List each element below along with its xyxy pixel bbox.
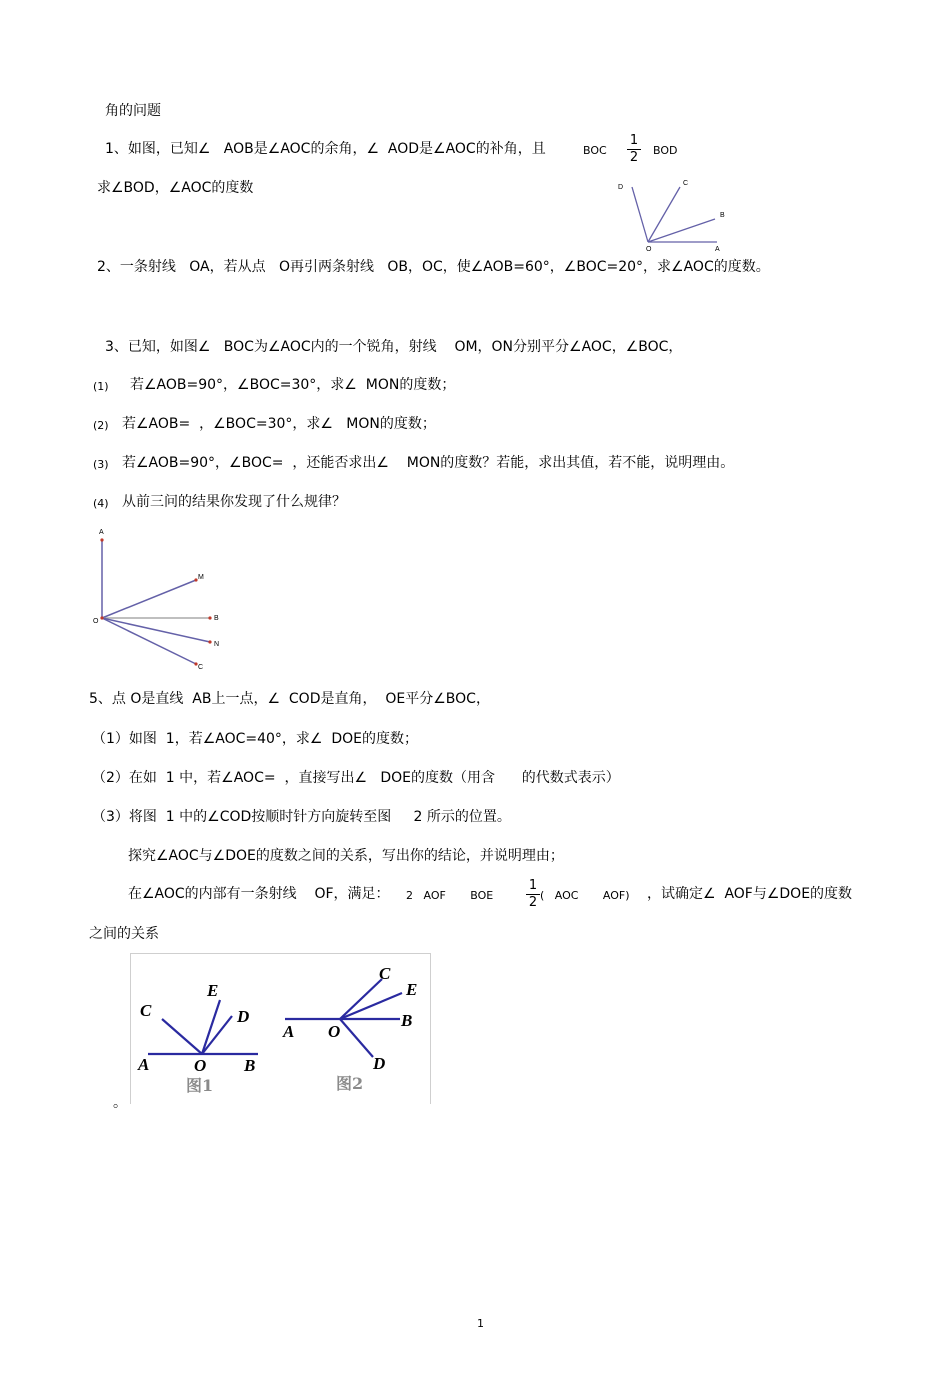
fig2-label-a: A: [283, 1022, 295, 1041]
q3-line1: 3、已知，如图∠ BOC为∠AOC内的一个锐角，射线 OM，ON分别平分∠AOC，∠BOC，: [105, 339, 683, 355]
q1-label-o: O: [646, 246, 652, 253]
q5-p3: （3）将图 1 中的∠COD按顺时针方向旋转至图 2 所示的位置。: [92, 809, 511, 825]
q1-label-b: B: [720, 212, 725, 219]
q2-text: 2、一条射线 OA，若从点 O再引两条射线 OB，OC，使∠AOB=60°，∠BOC=20°，求∠AOC的度数。: [97, 259, 770, 275]
q5-p3b-expr1: 2 AOF BOE: [406, 889, 494, 902]
fig1-caption: 图1: [186, 1076, 214, 1095]
q3-p4-num: (4): [93, 497, 109, 510]
q1-fraction: [627, 134, 641, 165]
fig1-label-b: B: [244, 1056, 256, 1075]
fig1-label-a: A: [138, 1055, 150, 1074]
q3-label-n: N: [214, 641, 220, 648]
q1-frac-num: 1: [629, 133, 639, 148]
fig1-label-c: C: [140, 1001, 152, 1020]
q3-label-b: B: [214, 615, 219, 622]
q3-label-c: C: [198, 664, 204, 671]
q1-angle-figure: [610, 175, 730, 257]
fig1-label-e: E: [207, 981, 219, 1000]
fig1-label-o: O: [194, 1056, 207, 1075]
q5-p2: （2）在如 1 中，若∠AOC= ，直接写出∠ DOE的度数（用含 的代数式表示）: [92, 770, 620, 786]
q3-p2-num: (2): [93, 419, 109, 432]
fig2-label-c: C: [379, 964, 391, 983]
q5-frac-num: 1: [528, 878, 538, 893]
q1-label-c: C: [683, 180, 689, 187]
q5-fraction: [526, 879, 540, 910]
q1-frac-den: 2: [629, 150, 639, 165]
fig2-label-b: B: [401, 1011, 413, 1030]
q5-p3b-d: 之间的关系: [89, 926, 159, 942]
q3-p1-num: (1): [93, 380, 109, 393]
q1-line1: 1、如图，已知∠ AOB是∠AOC的余角，∠ AOD是∠AOC的补角，且: [105, 141, 546, 157]
q3-angle-figure: [90, 530, 230, 675]
q3-p2: 若∠AOB= ，∠BOC=30°，求∠ MON的度数；: [122, 416, 436, 432]
q5-line1: 5、点 O是直线 AB上一点，∠ COD是直角， OE平分∠BOC，: [89, 691, 490, 707]
q3-p4: 从前三问的结果你发现了什么规律？: [122, 494, 346, 510]
q5-p3b-a: 在∠AOC的内部有一条射线 OF，满足：: [128, 886, 390, 902]
q5-frac-den: 2: [528, 895, 538, 910]
fig2-label-e: E: [406, 980, 418, 999]
q5-figure2: [285, 979, 402, 1057]
fig2-label-d: D: [373, 1054, 386, 1073]
q1-expr-left: BOC: [583, 144, 607, 157]
q3-p3-num: (3): [93, 458, 109, 471]
q5-p1: （1）如图 1，若∠AOC=40°，求∠ DOE的度数；: [92, 731, 419, 747]
q1-line2: 求∠BOD，∠AOC的度数: [97, 180, 254, 196]
q1-expr-right: BOD: [653, 144, 678, 157]
q3-label-a: A: [99, 529, 104, 536]
q3-p1: 若∠AOB=90°，∠BOC=30°，求∠ MON的度数；: [130, 377, 456, 393]
doc-title: 角的问题: [105, 103, 161, 119]
end-mark: 。: [113, 1095, 127, 1111]
fig2-label-o: O: [328, 1022, 341, 1041]
q1-label-d: D: [618, 184, 624, 191]
q3-label-m: M: [198, 574, 204, 581]
q5-p3a: 探究∠AOC与∠DOE的度数之间的关系，写出你的结论，并说明理由；: [128, 848, 564, 864]
q5-p3b-expr2: ( AOC AOF): [540, 889, 630, 902]
fig2-caption: 图2: [336, 1074, 364, 1093]
q5-figures: [130, 953, 430, 1103]
q5-p3b-c: ，试确定∠ AOF与∠DOE的度数: [647, 886, 853, 902]
q3-p3: 若∠AOB=90°，∠BOC= ，还能否求出∠ MON的度数？若能，求出其值，若不能，说明理由。: [122, 455, 735, 471]
fig1-label-d: D: [237, 1007, 250, 1026]
q3-label-o: O: [93, 618, 99, 625]
q1-label-a: A: [715, 246, 720, 253]
page-number: 1: [477, 1317, 484, 1330]
